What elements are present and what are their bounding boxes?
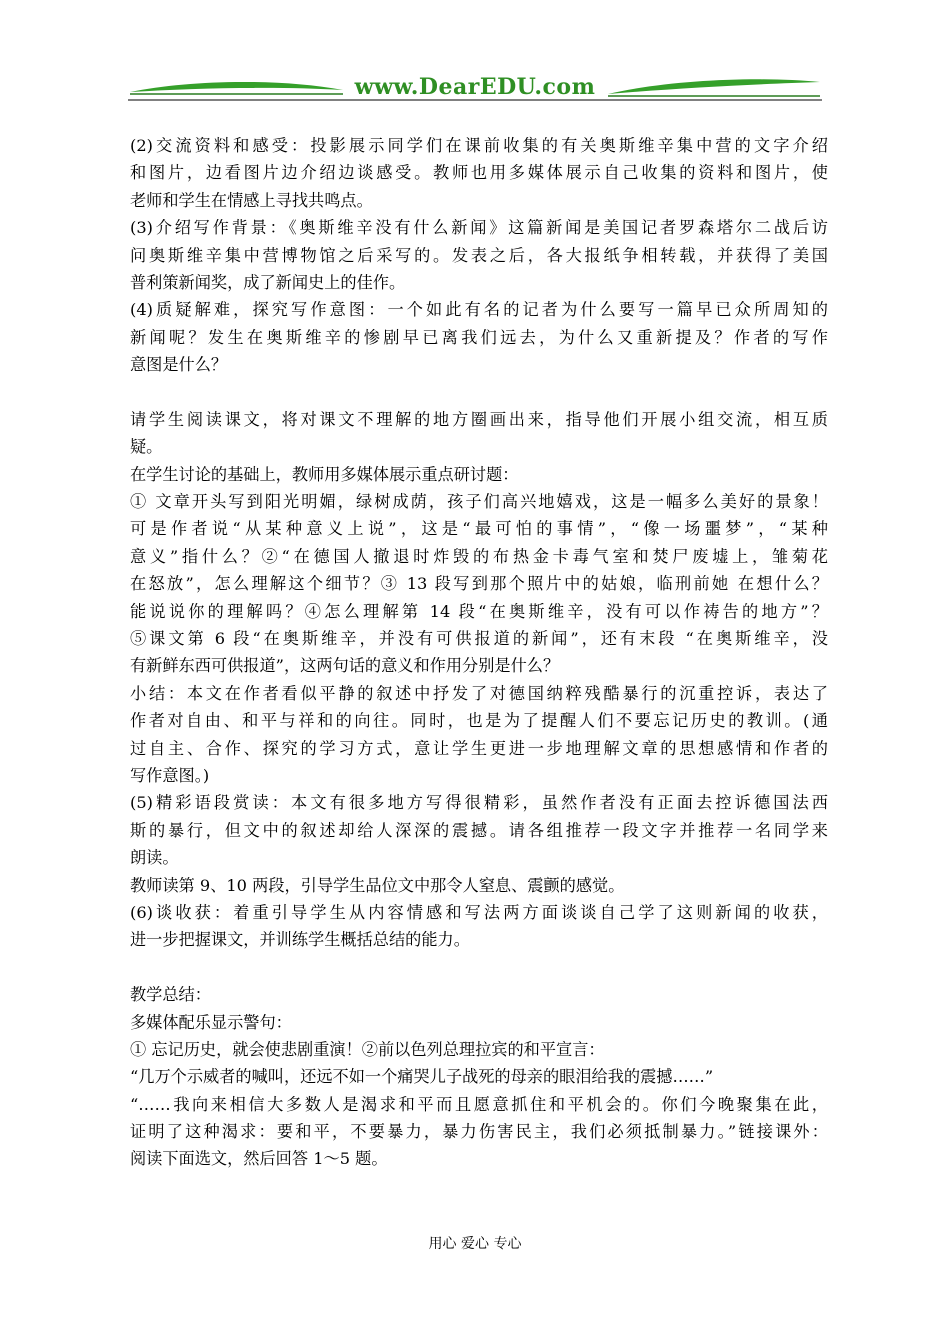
text-line: 多媒体配乐显示警句： (130, 1012, 292, 1032)
text-line: 写作意图。) (130, 765, 210, 785)
paragraph (130, 1036, 828, 1063)
site-logo-text: www.DearEDU.com (354, 74, 596, 100)
text-line: ① 文章开头写到阳光明媚，绿树成荫，孩子们高兴地嬉戏，这是一幅多么美好的景象！ (130, 492, 828, 512)
text-line: 在怒放”，怎么理解这个细节？③ 13 段写到那个照片中的姑娘，临刑前她 在想什么？ (130, 574, 828, 594)
text-line: ① 忘记历史，就会使悲剧重演！②前以色列总理拉宾的和平宣言： (130, 1039, 605, 1059)
text-line: 新闻呢？发生在奥斯维辛的惨剧早已离我们远去，为什么又重新提及？作者的写作 (130, 327, 828, 347)
text-line: (2)交流资料和感受：投影展示同学们在课前收集的有关奥斯维辛集中营的文字介绍 (130, 136, 828, 155)
text-line: ⑤课文第 6 段“在奥斯维辛，并没有可供报道的新闻”，还有末段 “在奥斯维辛，没 (130, 629, 828, 649)
text-line: 有新鲜东西可供报道”，这两句话的意义和作用分别是什么？ (130, 656, 560, 676)
text-line: 请学生阅读课文，将对课文不理解的地方圈画出来，指导他们开展小组交流，相互质 (130, 409, 828, 429)
text-line: 老师和学生在情感上寻找共鸣点。 (130, 190, 373, 210)
paragraph (130, 789, 828, 871)
paragraph (130, 1009, 828, 1036)
text-line: 普利策新闻奖，成了新闻史上的佳作。 (130, 272, 406, 292)
paragraph (130, 872, 828, 899)
text-line: 进一步把握课文，并训练学生概括总结的能力。 (130, 930, 470, 950)
text-line: 阅读下面选文，然后回答 1～5 题。 (130, 1149, 388, 1169)
blank-line (130, 954, 828, 981)
paragraph (130, 406, 828, 461)
text-line: 朗读。 (130, 848, 179, 868)
text-line: (3)介绍写作背景：《奥斯维辛没有什么新闻》这篇新闻是美国记者罗森塔尔二战后访 (130, 218, 828, 238)
paragraph (130, 899, 828, 954)
text-line: 疑。 (130, 437, 163, 457)
text-line: 可是作者说“从某种意义上说”，这是“最可怕的事情”，“像一场噩梦”，“某种 (130, 519, 828, 539)
text-line: 能说说你的理解吗？④怎么理解第 14 段“在奥斯维辛，没有可以作祷告的地方”？ (130, 601, 828, 621)
page-footer: 用心 爱心 专心 (428, 1236, 522, 1252)
paragraph (130, 132, 828, 214)
text-line: 在学生讨论的基础上，教师用多媒体展示重点研讨题： (130, 464, 519, 484)
text-line: “几万个示威者的喊叫，还远不如一个痛哭儿子战死的母亲的眼泪给我的震撼……” (130, 1067, 714, 1087)
text-line: 证明了这种渴求：要和平，不要暴力，暴力伤害民主，我们必须抵制暴力。”链接课外： (130, 1122, 828, 1142)
text-line: “……我向来相信大多数人是渴求和平而且愿意抓住和平机会的。你们今晚聚集在此， (130, 1094, 828, 1114)
paragraph (130, 214, 828, 296)
text-line: 教学总结： (130, 985, 211, 1005)
text-line: 教师读第 9、10 两段，引导学生品位文中那令人窒息、震颤的感觉。 (130, 875, 625, 895)
paragraph (130, 296, 828, 378)
page-header (128, 70, 822, 104)
text-line: 意义”指什么？②“在德国人撤退时炸毁的布热金卡毒气室和焚尸废墟上，雏菊花 (130, 546, 828, 566)
text-line: 过自主、合作、探究的学习方式，意让学生更进一步地理解文章的思想感情和作者的 (130, 738, 828, 758)
text-line: (5)精彩语段赏读：本文有很多地方写得很精彩，虽然作者没有正面去控诉德国法西 (130, 793, 828, 813)
text-line: 问奥斯维辛集中营博物馆之后采写的。发表之后，各大报纸争相转载，并获得了美国 (130, 245, 828, 265)
text-line: (4)质疑解难，探究写作意图：一个如此有名的记者为什么要写一篇早已众所周知的 (130, 300, 828, 320)
text-line: (6)谈收获：着重引导学生从内容情感和写法两方面谈谈自己学了这则新闻的收获， (130, 902, 828, 922)
paragraph (130, 461, 828, 488)
paragraph (130, 680, 828, 790)
blank-line (130, 379, 828, 406)
text-line: 和图片，边看图片边介绍边谈感受。教师也用多媒体展示自己收集的资料和图片，使 (130, 163, 828, 183)
text-line: 小结：本文在作者看似平静的叙述中抒发了对德国纳粹残酷暴行的沉重控诉，表达了 (130, 683, 828, 703)
paragraph (130, 1091, 828, 1173)
text-line: 作者对自由、和平与祥和的向往。同时，也是为了提醒人们不要忘记历史的教训。(通 (130, 711, 828, 731)
text-line: 意图是什么？ (130, 355, 228, 375)
paragraph (130, 488, 828, 680)
paragraph (130, 981, 828, 1008)
text-line: 斯的暴行，但文中的叙述却给人深深的震撼。请各组推荐一段文字并推荐一名同学来 (130, 820, 828, 840)
paragraph (130, 1063, 828, 1090)
document-body (130, 132, 828, 1173)
